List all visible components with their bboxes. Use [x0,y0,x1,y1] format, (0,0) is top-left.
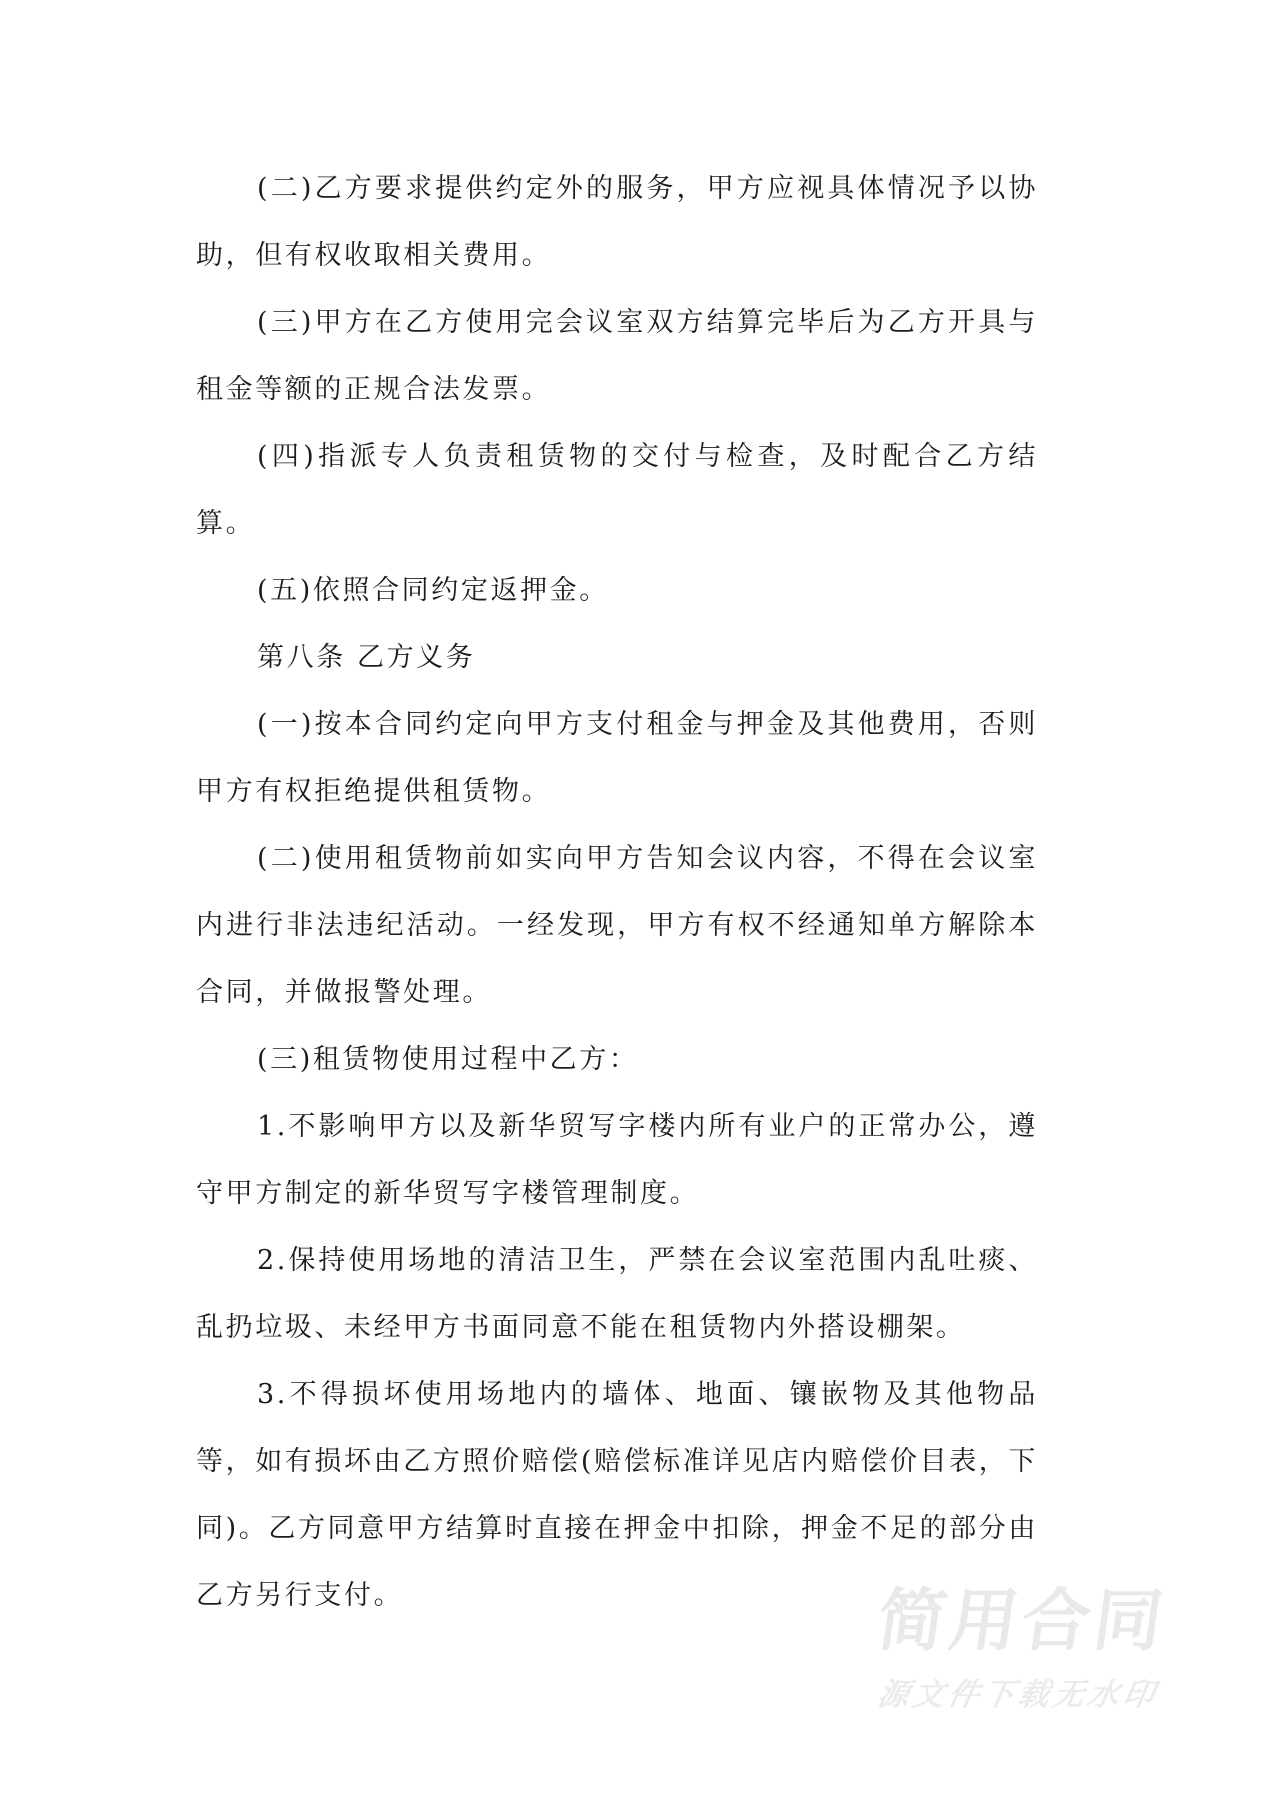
paragraph-party-b-disclose-content: (二)使用租赁物前如实向甲方告知会议内容，不得在会议室内进行非法违纪活动。一经发现，甲方有权不经通知单方解除本合同，并做报警处理。 [196,843,1038,1008]
paragraph-item-3-no-damage: 3.不得损坏使用场地内的墙体、地面、镶嵌物及其他物品等，如有损坏由乙方照价赔偿(赔偿标准详见店内赔偿价目表，下同)。乙方同意甲方结算时直接在押金中扣除，押金不足的部分由乙方另行支付。 [196,1379,1038,1611]
watermark-title: 简用合同 [872,1582,1172,1661]
section-heading-article-8: 第八条 乙方义务 [257,642,476,673]
document-body [196,155,1038,1629]
watermark-subtitle: 源文件下载无水印 [874,1677,1162,1713]
paragraph-item-2-cleanliness: 2.保持使用场地的清洁卫生，严禁在会议室范围内乱吐痰、乱扔垃圾、未经甲方书面同意不能在租赁物内外搭设棚架。 [196,1245,1038,1343]
paragraph-item-1-no-disturbance: 1.不影响甲方以及新华贸写字楼内所有业户的正常办公，遵守甲方制定的新华贸写字楼管理制度。 [196,1111,1038,1209]
paragraph-party-a-assign-staff: (四)指派专人负责租赁物的交付与检查，及时配合乙方结算。 [196,441,1038,539]
paragraph-party-b-during-use: (三)租赁物使用过程中乙方： [257,1044,639,1075]
paragraph-party-a-return-deposit: (五)依照合同约定返押金。 [257,575,609,606]
paragraph-party-a-extra-services: (二)乙方要求提供约定外的服务，甲方应视具体情况予以协助，但有权收取相关费用。 [196,173,1038,271]
paragraph-party-a-invoice: (三)甲方在乙方使用完会议室双方结算完毕后为乙方开具与租金等额的正规合法发票。 [196,307,1038,405]
paragraph-party-b-payment: (一)按本合同约定向甲方支付租金与押金及其他费用，否则甲方有权拒绝提供租赁物。 [196,709,1038,807]
